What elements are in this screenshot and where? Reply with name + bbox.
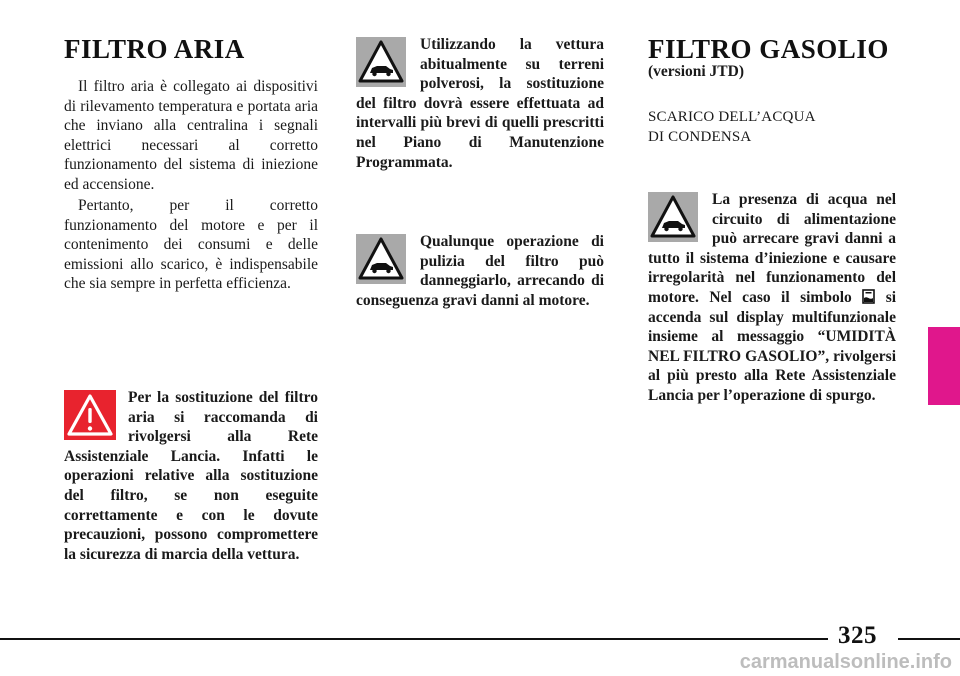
- paragraph-filtro-aria-2: Pertanto, per il corretto funzionamento del motore e per il contenimento dei consumi e delle emissioni allo scarico, è indispensabile che sia sempre in perfetta efficienza.: [64, 197, 318, 293]
- water-in-fuel-icon: [862, 289, 875, 304]
- section-title-filtro-gasolio: FILTRO GASOLIO: [648, 34, 889, 64]
- section-label-line1: SCARICO DELL’ACQUA: [648, 109, 816, 125]
- footer-rule-right: [898, 638, 960, 640]
- section-title-filtro-aria: FILTRO ARIA: [64, 34, 245, 64]
- warning-text-pulizia-filtro: Qualunque operazione di pulizia del filtro può danneggiarlo, arrecando di conseguenza gravi danni al motore.: [356, 233, 604, 309]
- paragraph-filtro-aria-1: Il filtro aria è collegato ai dispositivi di rilevamento temperatura e portata aria che inviano alla centralina i segnali elettrici necessari al corretto funzionamento del sistema di iniezione ed accensione.: [64, 78, 318, 193]
- source-watermark: carmanualsonline.info: [739, 651, 952, 673]
- subtitle-versioni-jtd: (versioni JTD): [648, 63, 745, 80]
- chapter-tab-marker: [928, 327, 960, 405]
- warning-text-sostituzione: Per la sostituzione del filtro aria si raccomanda di rivolgersi alla Rete Assistenziale Lancia. Infatti le operazioni relative alla sostituzione del filtro, se non eseguite correttamente e con le dovute precauzioni, possono compromettere la sicurezza di marcia della vettura.: [64, 389, 318, 563]
- warning-text-terreni-polverosi: Utilizzando la vettura abitualmente su terreni polverosi, la sostituzione del filtro dovrà essere effettuata ad intervalli più brevi di quelli prescritti nel Piano di Manutenzione Programmata.: [356, 36, 604, 171]
- warning-text-acqua-condensa: La presenza di acqua nel circuito di alimentazione può arrecare gravi danni a tutto il sistema d’iniezione e causare irregolarità nel funzionamento del motore. Nel caso il simbolo si accenda sul display multifunzionale insieme al messaggio “UMIDITÀ NEL FILTRO GASOLIO”, rivolgersi al più presto alla Rete Assistenziale Lancia per l’operazione di spurgo.: [648, 191, 897, 404]
- page-number: 325: [838, 622, 877, 649]
- section-label-line2: DI CONDENSA: [648, 129, 752, 145]
- footer-rule-left: [0, 638, 828, 640]
